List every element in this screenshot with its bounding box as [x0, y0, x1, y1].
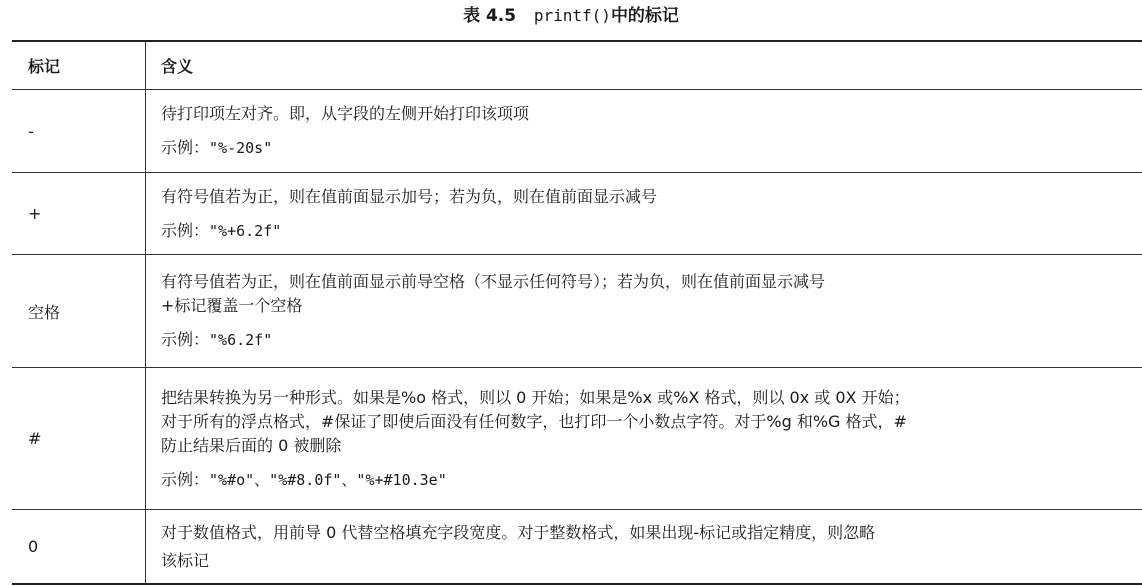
meaning-line: 把结果转换为另一种形式。如果是%o 格式，则以 0 开始；如果是%x 或%X 格式，则以 0x 或 0X 开始； — [161, 387, 910, 407]
example-label: 示例： — [161, 220, 210, 240]
meaning-line: +标记覆盖一个空格 — [161, 296, 303, 315]
flags-table — [12, 40, 1142, 585]
meaning-line: 有符号值若为正，则在值前面显示加号；若为负，则在值前面显示减号 — [161, 186, 658, 206]
flag-cell: 空格 — [12, 255, 146, 367]
table-header-row — [12, 42, 1142, 90]
caption-label: 表 4.5 — [463, 6, 517, 26]
example-value: "%#o"、"%#8.0f"、"%+#10.3e" — [209, 470, 447, 489]
table-row-hash — [12, 367, 1142, 509]
example-line — [161, 328, 1136, 352]
example-value: "%+6.2f" — [209, 221, 282, 240]
example-label: 示例： — [161, 138, 210, 157]
caption-code: printf() — [533, 6, 611, 25]
table-row-space — [12, 254, 1142, 367]
flag-cell: - — [12, 90, 146, 172]
meaning-cell — [146, 90, 1142, 172]
example-value: "%6.2f" — [209, 331, 273, 349]
meaning-cell — [146, 510, 1142, 583]
example-value: "%-20s" — [209, 139, 273, 157]
caption-suffix: 中的标记 — [610, 6, 679, 26]
header-flag: 标记 — [12, 42, 146, 89]
example-line — [161, 468, 1136, 492]
table-row-zero — [12, 509, 1142, 583]
flag-cell: # — [12, 368, 146, 509]
flag-cell: 0 — [12, 510, 146, 583]
meaning-line: 对于数值格式，用前导 0 代替空格填充字段宽度。对于整数格式，如果出现-标记或指定精度，则忽略 — [161, 522, 876, 542]
flag-cell: + — [12, 173, 146, 254]
example-line — [161, 136, 1136, 160]
example-line — [161, 219, 1136, 243]
table-row-minus — [12, 90, 1142, 172]
meaning-line: 有符号值若为正，则在值前面显示前导空格（不显示任何符号）；若为负，则在值前面显示减号 — [161, 272, 826, 291]
meaning-line: 对于所有的浮点格式，#保证了即使后面没有任何数字，也打印一个小数点字符。对于%g 和%G 格式，# — [161, 411, 907, 431]
header-meaning-label: 含义 — [161, 57, 194, 76]
meaning-line: 待打印项左对齐。即，从字段的左侧开始打印该项项 — [161, 104, 530, 123]
table-caption — [0, 4, 1142, 28]
meaning-line: 防止结果后面的 0 被删除 — [161, 435, 342, 455]
meaning-cell — [146, 255, 1142, 367]
table-row-plus — [12, 172, 1142, 254]
header-meaning — [146, 42, 1142, 89]
meaning-line: 该标记 — [161, 550, 210, 570]
example-label: 示例： — [161, 330, 210, 349]
meaning-cell — [146, 368, 1142, 509]
meaning-cell — [146, 173, 1142, 254]
example-label: 示例： — [161, 469, 210, 489]
